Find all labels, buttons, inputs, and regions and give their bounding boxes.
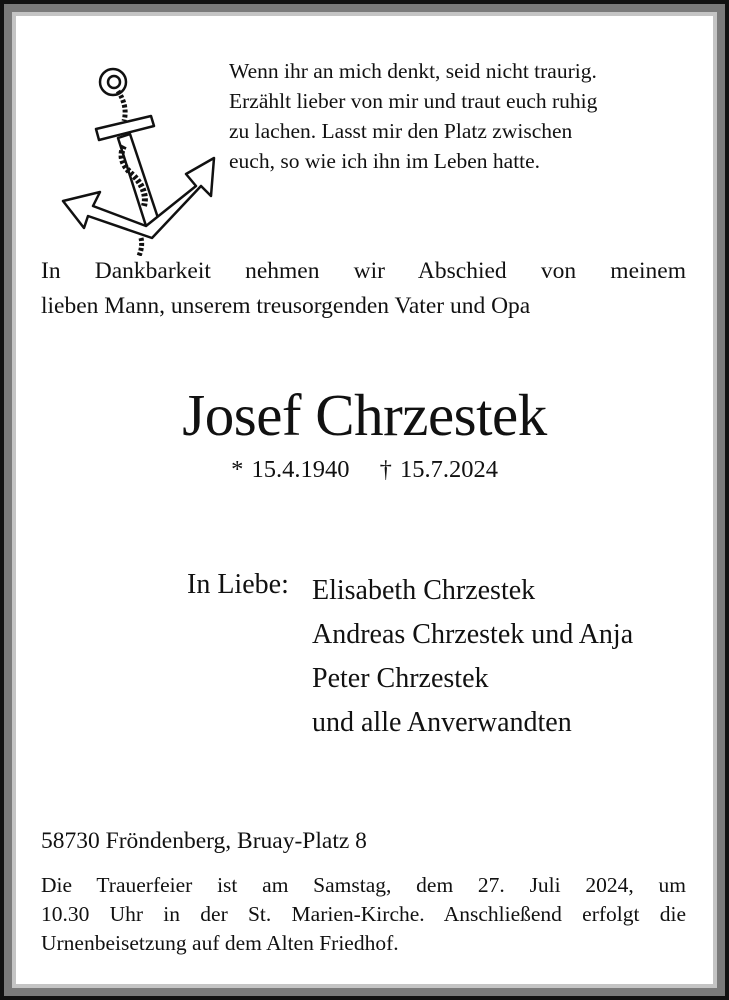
death-date: † 15.7.2024 [379,456,498,483]
memorial-quote [229,56,597,176]
mourners-list [312,569,633,745]
obituary-notice [16,16,713,984]
ceremony-line: Die Trauerfeier ist am Samstag, dem 27. Juli 2024, um [41,873,686,897]
intro-line: lieben Mann, unserem treusorgenden Vater und Opa [41,293,531,319]
quote-line: euch, so wie ich ihn im Leben hatte. [229,149,541,173]
farewell-intro [41,254,686,324]
family-address: 58730 Fröndenberg, Bruay-Platz 8 [41,828,367,854]
anchor-icon [46,46,236,256]
life-dates [16,456,713,484]
ceremony-line: 10.30 Uhr in der St. Marien-Kirche. Anschließend erfolgt die [41,902,686,926]
quote-line: zu lachen. Lasst mir den Platz zwischen [229,119,573,143]
quote-line: Erzählt lieber von mir und traut euch ruhig [229,89,598,113]
mourners-label: In Liebe: [187,569,289,600]
birth-date: * 15.4.1940 [231,456,350,483]
mourner-name: Andreas Chrzestek und Anja [312,619,634,650]
notice-inner-border [12,12,717,988]
ceremony-details [41,871,686,958]
mourner-name: Peter Chrzestek [312,663,489,694]
mourner-name: und alle Anverwandten [312,707,572,738]
deceased-name: Josef Chrzestek [182,382,547,448]
quote-line: Wenn ihr an mich denkt, seid nicht traurig. [229,59,597,83]
intro-line: In Dankbarkeit nehmen wir Abschied von meinem [41,258,686,284]
ceremony-line: Urnenbeisetzung auf dem Alten Friedhof. [41,931,399,955]
mourner-name: Elisabeth Chrzestek [312,575,536,606]
